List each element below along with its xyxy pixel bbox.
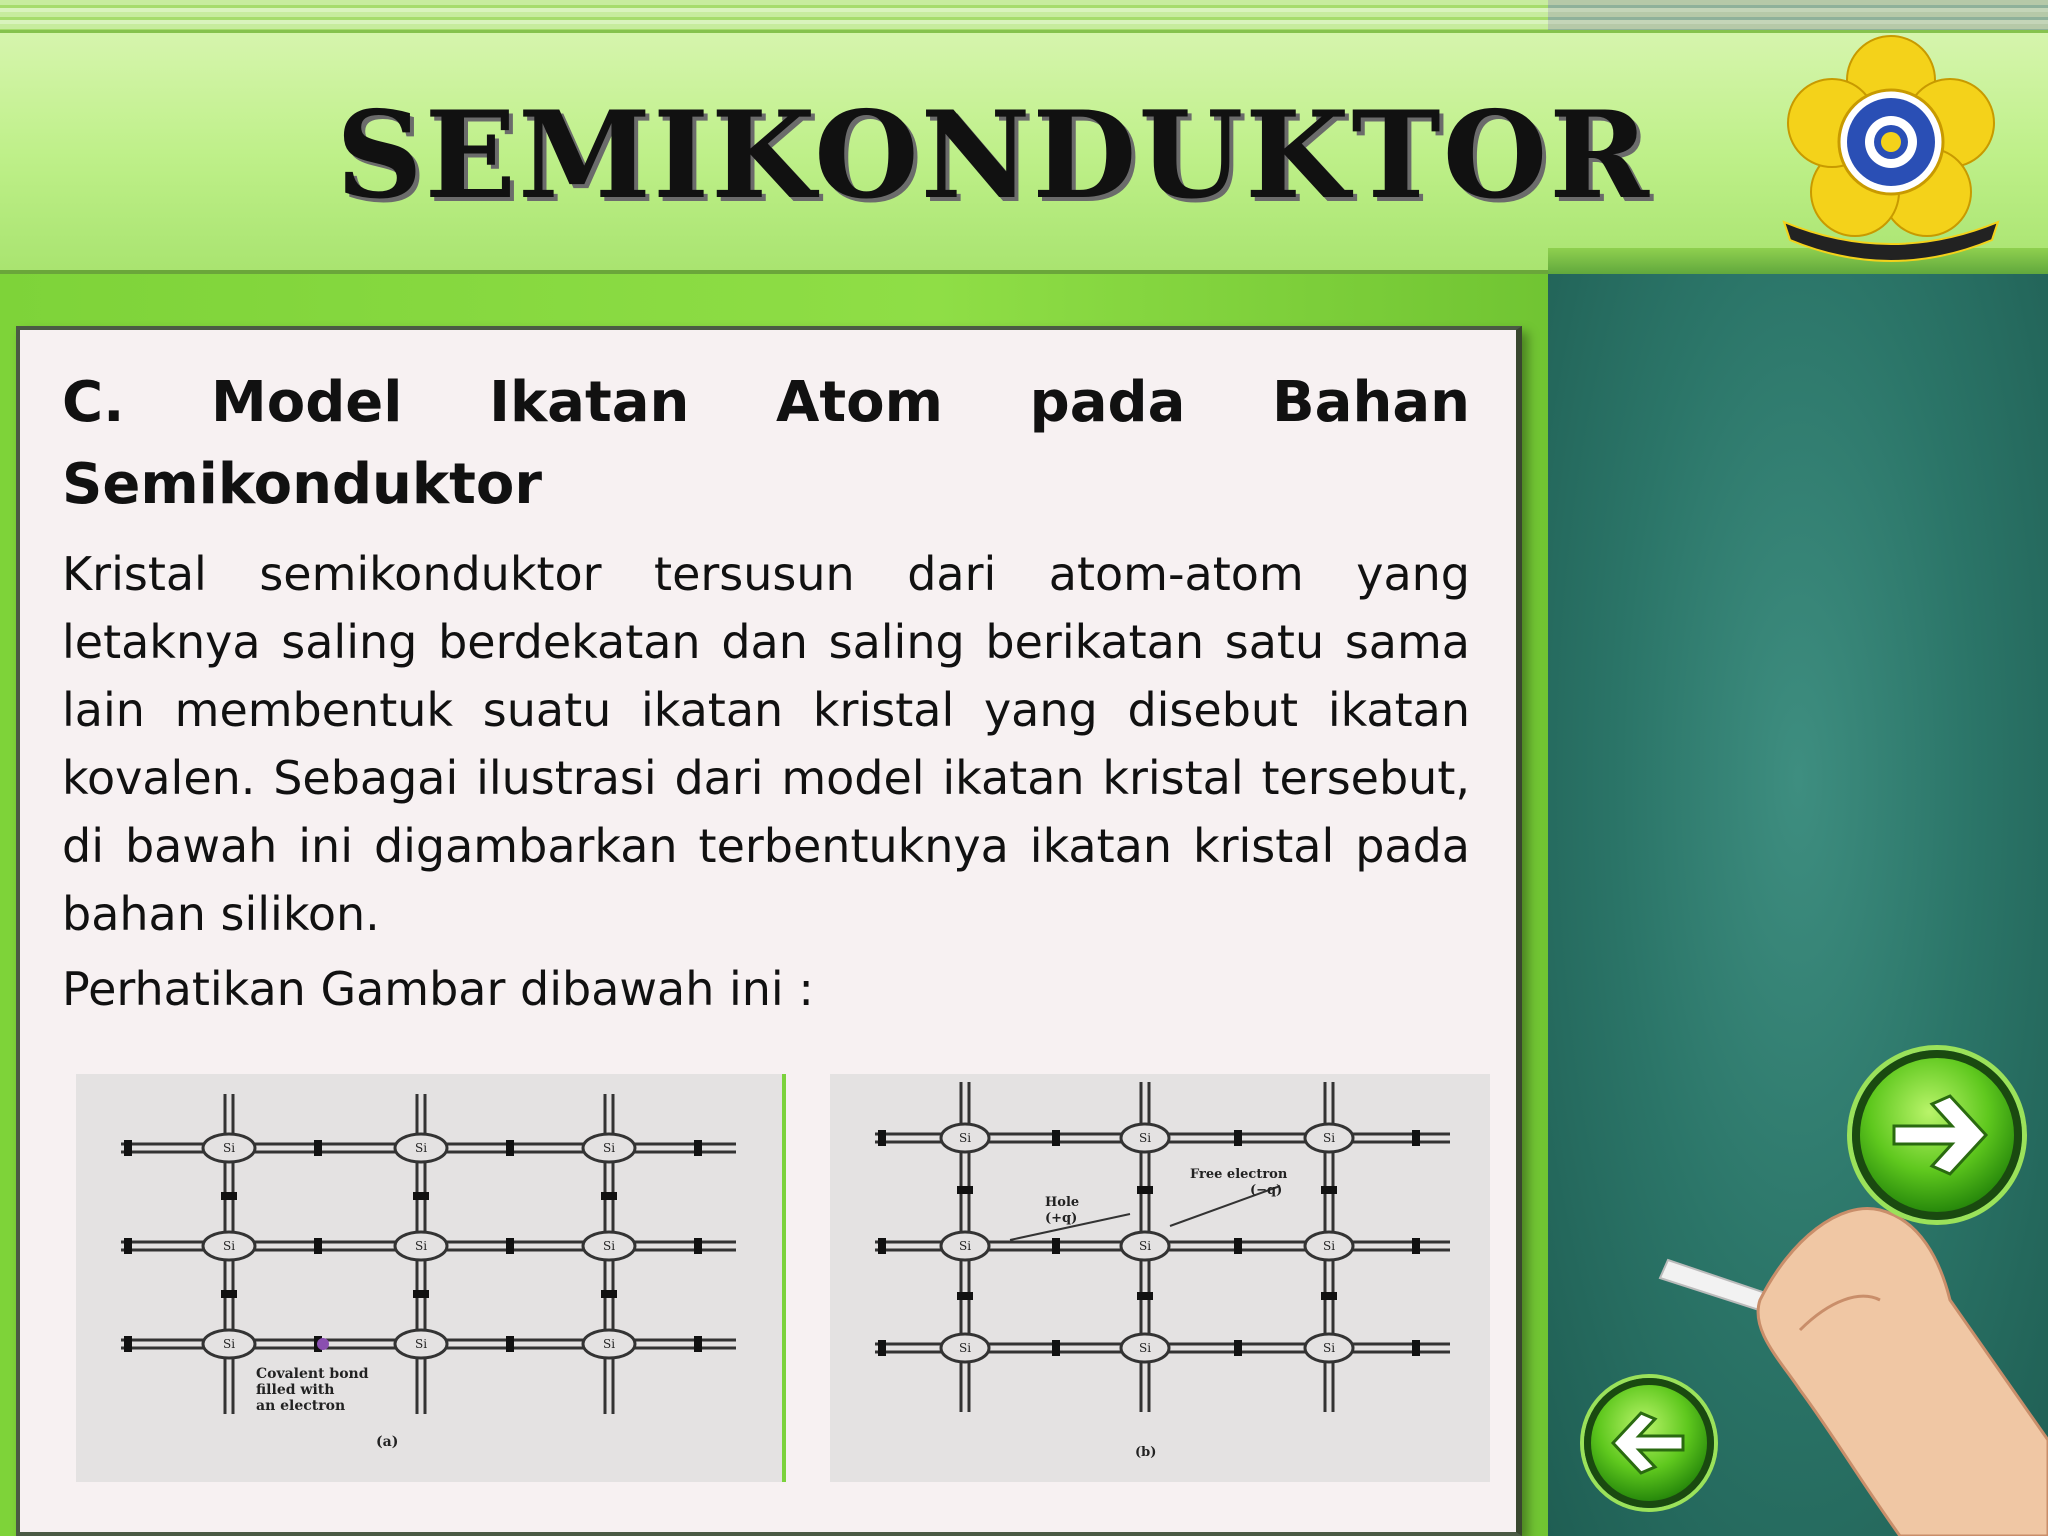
hole-label: (+q) (1045, 1211, 1078, 1226)
atom-label: Si (1138, 1131, 1152, 1145)
annotation-line: filled with (256, 1382, 335, 1398)
body-paragraph: Kristal semikonduktor tersusun dari atom-atom yang letaknya saling berdekatan dan saling berikatan satu sama lain membentuk suatu ikatan kristal yang disebut ikatan kovalen. Sebagai ilustrasi dari model ikatan kristal tersebut, di bawah ini digambarkan terbentuknya ikatan kristal pada bahan silikon. (62, 547, 1470, 941)
atom-label: Si (958, 1341, 972, 1355)
section-heading: C. Model Ikatan Atom pada Bahan Semikonduktor (62, 370, 1470, 517)
figure-caption-b: (b) (1135, 1445, 1157, 1460)
free-electron-label: (−q) (1250, 1183, 1283, 1198)
atom-label: Si (1138, 1239, 1152, 1253)
annotation-line: an electron (256, 1398, 346, 1414)
atom-label: Si (222, 1239, 236, 1253)
arrow-left-icon (1591, 1385, 1707, 1501)
hole-label: Hole (1045, 1195, 1080, 1210)
atom-label: Si (602, 1239, 616, 1253)
annotation-line: Covalent bond (256, 1366, 369, 1382)
atom-label: Si (1322, 1131, 1336, 1145)
atom-label: Si (414, 1239, 428, 1253)
figure-a-covalent-lattice (76, 1074, 786, 1482)
university-logo-icon (1766, 30, 2016, 266)
atom-label: Si (602, 1337, 616, 1351)
free-electron-label: Free electron (1190, 1167, 1288, 1182)
figure-b-free-electron-lattice (830, 1074, 1490, 1482)
atom-label: Si (222, 1337, 236, 1351)
atom-label: Si (958, 1131, 972, 1145)
figure-caption-a: (a) (376, 1434, 399, 1450)
atom-label: Si (222, 1141, 236, 1155)
atom-label: Si (1322, 1341, 1336, 1355)
atom-label: Si (958, 1239, 972, 1253)
instruction-text: Perhatikan Gambar dibawah ini : (62, 962, 814, 1016)
atom-label: Si (414, 1141, 428, 1155)
atom-label: Si (1322, 1239, 1336, 1253)
previous-slide-button[interactable] (1584, 1378, 1714, 1508)
atom-label: Si (414, 1337, 428, 1351)
arrow-right-icon (1860, 1058, 2014, 1212)
atom-label: Si (1138, 1341, 1152, 1355)
next-slide-button[interactable] (1852, 1050, 2022, 1220)
top-stripes-right (1548, 0, 2048, 32)
slide-title: SEMIKONDUKTOR (336, 85, 1651, 226)
atom-label: Si (602, 1141, 616, 1155)
electron-marker (317, 1338, 329, 1350)
